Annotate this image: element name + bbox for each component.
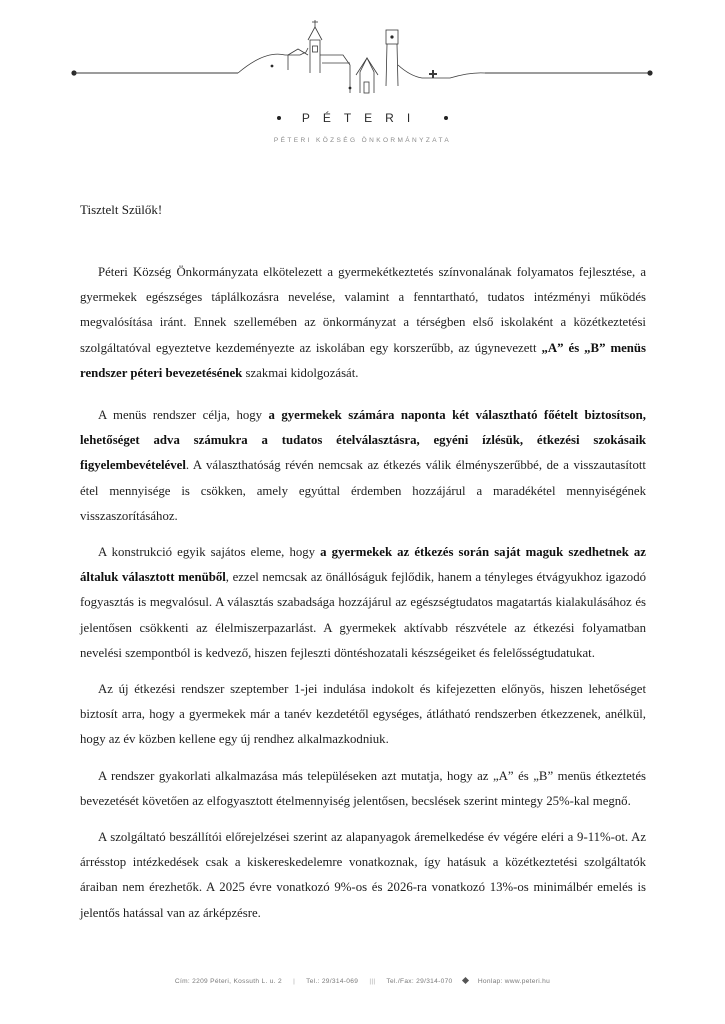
letter-body [80, 260, 646, 937]
footer-phone-fax: Tel./Fax: 29/314-070 [386, 978, 453, 985]
paragraph-1 [80, 260, 646, 386]
salutation: Tisztelt Szülők! [80, 202, 163, 217]
letter-footer [0, 978, 725, 985]
paragraph-3-text-b: , ezzel nemcsak az önállóságuk fejlődik, hanem a tényleges étvágyukhoz igazodó fogyasztás is megvalósul. A választás szabadsága hozzájárul az egészségtudatos magatartás kialakulásához és jelentősen csökkenti az élelmiszerpazarlást. A gyermekek aktívabb részvétele az étkezési folyamatban nevelési szempontból is kedvező, hiszen fejleszti döntéshozatali készségeiket és felelősségtudatukat. [80, 570, 646, 660]
footer-website: Honlap: www.peteri.hu [477, 978, 551, 985]
paragraph-4: Az új étkezési rendszer szeptember 1-jei indulása indokolt és kifejezetten előnyös, hiszen lehetőséget biztosít arra, hogy a gyermekek már a tanév kezdetétől egységes, átlátható rendszerben étkezzenek, anélkül, hogy az év közben kellene egy új rendhez alkalmazkodniuk. [80, 682, 646, 747]
paragraph-2-text-a: A menüs rendszer célja, hogy [98, 408, 269, 423]
paragraph-1-text-a: Péteri Község Önkormányzata elkötelezett a gyermekétkeztetés színvonalának folyamatos fejlesztése, a gyermekek egészséges táplálkozásra nevelése, valamint a fenntartható, tudatos intézményi működés megvalósítása iránt. Ennek szellemében az önkormányzat a térségben első iskolaként a közétkeztetési szolgáltatóval egyeztetve kezdeményezte az iskolában egy korszerűbb, az úgynevezett [80, 265, 646, 355]
paragraph-2-text-b: . A választhatóság révén nemcsak az étkezés válik élményszerűbbé, de a visszautasított étel mennyisége is csökken, amely egyúttal érdemben hozzájárul a maradékétel mennyiségének visszaszorításához. [80, 458, 646, 523]
paragraph-1-text-b: szakmai kidolgozását. [242, 365, 359, 380]
paragraph-2-bold: a gyermekek számára naponta két választható főételt biztosítson, lehetőséget adva számukra a tudatos ételválasztásra, egyéni ízlésük, étkezési szokásaik figyelembevételével [80, 408, 646, 473]
footer-separator: ||| [369, 978, 376, 985]
paragraph-1-bold: „A” és „B” menüs rendszer péteri bevezetésének [80, 340, 646, 380]
brand-dot-left [277, 116, 281, 120]
brand-dot-right [444, 116, 448, 120]
footer-separator: | [293, 978, 296, 985]
brand-name: PÉTERI [301, 111, 424, 125]
diamond-icon [462, 977, 469, 984]
paragraph-3-text-a: A konstrukció egyik sajátos eleme, hogy [98, 545, 321, 560]
brand-subtitle: PÉTERI KÖZSÉG ÖNKORMÁNYZATA [273, 137, 452, 144]
paragraph-6: A szolgáltató beszállítói előrejelzései szerint az alapanyagok áremelkedése év végére eléri a 9-11%-ot. Az árrésstop intézkedések csak a kiskereskedelemre vonatkoznak, így hatásuk a közétkeztetési szolgáltatók áraiban nem érezhetők. A 2025 évre vonatkozó 9%-os és 2026-ra vonatkozó 13%-os minimálbér emelés is jelentős hatással van az árképzésre. [80, 830, 646, 920]
paragraph-3-bold: a gyermekek az étkezés során saját maguk szedhetnek az általuk választott menüből [80, 545, 646, 585]
brand-wordmark [0, 111, 725, 125]
paragraph-5: A rendszer gyakorlati alkalmazása más településeken azt mutatja, hogy az „A” és „B” menüs étkeztetés bevezetését követően az elfogyasztott ételmennyiség jelentősen, becslések szerint mintegy 25%-kal megnő. [80, 768, 646, 808]
footer-address: Cím: 2209 Péteri, Kossuth L. u. 2 [174, 978, 282, 985]
footer-phone: Tel.: 29/314-069 [306, 978, 359, 985]
paragraph-3 [80, 540, 646, 666]
paragraph-2 [80, 403, 646, 529]
village-skyline-logo [60, 10, 665, 105]
